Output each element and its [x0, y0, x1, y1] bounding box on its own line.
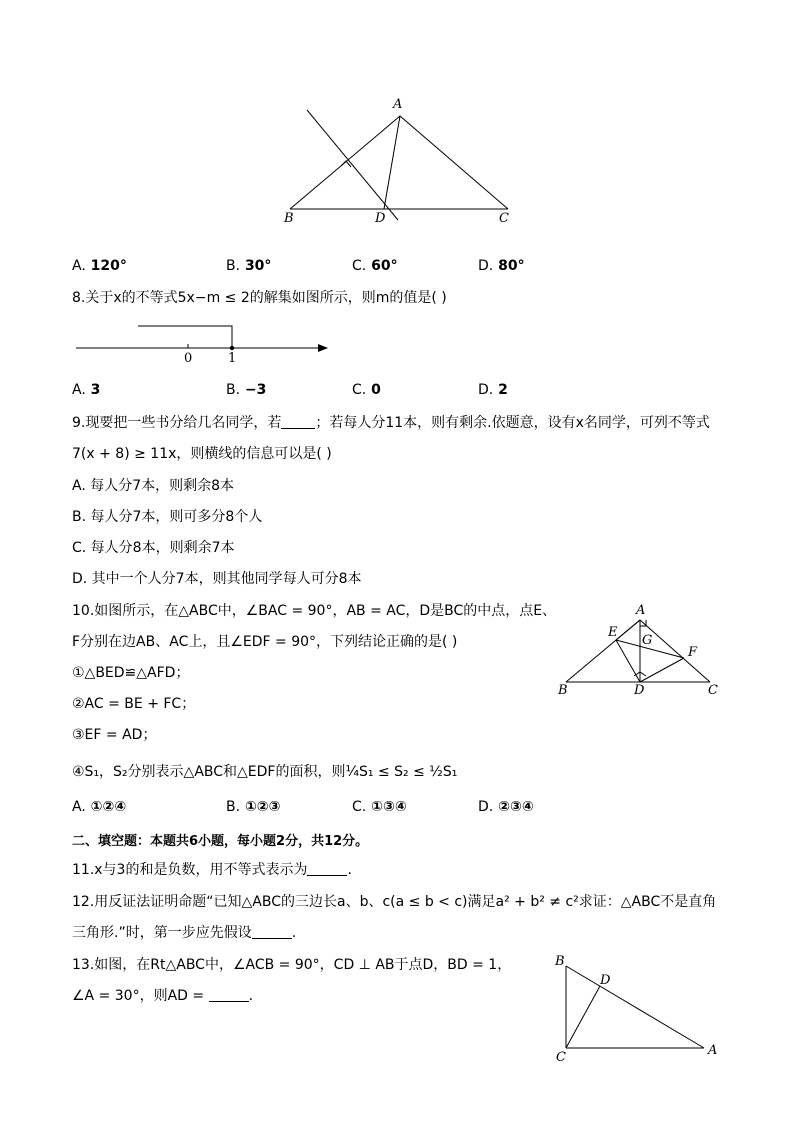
q8-number-line — [72, 320, 337, 370]
q7-option-a[interactable]: A. 120° — [72, 258, 127, 274]
q8-option-b[interactable]: B. −3 — [226, 382, 267, 398]
q8-tick-0: 0 — [184, 351, 193, 366]
q10-option-b[interactable]: B. ①②③ — [226, 799, 281, 815]
q10-statement-3: ③EF = AD； — [72, 727, 157, 743]
q8-option-c[interactable]: C. 0 — [352, 382, 381, 398]
q13-label-C: C — [556, 1050, 566, 1065]
q10-statement-2: ②AC = BE + FC； — [72, 696, 196, 712]
q7-label-A: A — [393, 97, 403, 112]
q10-line1: 10.如图所示，在△ABC中，∠BAC = 90°，AB = AC，D是BC的中点，点E、 — [72, 603, 557, 619]
q7-option-c[interactable]: C. 60° — [352, 258, 398, 274]
q11-blank[interactable] — [307, 861, 347, 876]
q9-option-a[interactable]: A. 每人分7本，则剩余8本 — [72, 478, 235, 494]
q9-option-d[interactable]: D. 其中一个人分7本，则其他同学每人可分8本 — [72, 571, 362, 587]
q7-label-D: D — [375, 211, 386, 226]
q10-label-C: C — [708, 683, 718, 698]
q10-statement-1: ①△BED≌△AFD； — [72, 665, 190, 681]
q9-blank[interactable] — [281, 414, 315, 429]
q9-line2: 7(x + 8) ≥ 11x，则横线的信息可以是( ) — [72, 446, 332, 462]
section-2-heading: 二、填空题：本题共6小题，每小题2分，共12分。 — [72, 834, 369, 849]
q10-option-a[interactable]: A. ①②④ — [72, 799, 127, 815]
q10-line2: F分别在边AB、AC上，且∠EDF = 90°，下列结论正确的是( ) — [72, 634, 458, 650]
q10-option-c[interactable]: C. ①③④ — [352, 799, 407, 815]
q8-tick-1: 1 — [228, 351, 237, 366]
q10-label-A: A — [636, 603, 646, 618]
q13-label-D: D — [600, 973, 611, 988]
q9-option-b[interactable]: B. 每人分7本，则可多分8个人 — [72, 509, 263, 525]
q7-option-b[interactable]: B. 30° — [226, 258, 272, 274]
q13-line2: ∠A = 30°，则AD = . — [72, 988, 254, 1004]
q10-label-F: F — [688, 645, 698, 660]
q8-option-d[interactable]: D. 2 — [478, 382, 508, 398]
q10-label-E: E — [608, 625, 618, 640]
q8-option-a[interactable]: A. 3 — [72, 382, 101, 398]
q12-line2: 三角形.”时，第一步应先假设 . — [72, 925, 297, 941]
q7-option-d[interactable]: D. 80° — [478, 258, 525, 274]
q9-option-c[interactable]: C. 每人分8本，则剩余7本 — [72, 540, 235, 556]
q10-label-G: G — [642, 633, 653, 648]
q12-blank[interactable] — [252, 924, 292, 939]
q10-label-B: B — [558, 683, 568, 698]
q13-figure — [548, 950, 728, 1066]
q10-statement-4: ④S₁，S₂分别表示△ABC和△EDF的面积，则¼S₁ ≤ S₂ ≤ ½S₁ — [72, 764, 458, 780]
q10-option-d[interactable]: D. ②③④ — [478, 799, 534, 815]
q13-line1: 13.如图，在Rt△ABC中，∠ACB = 90°，CD ⊥ AB于点D，BD = 1， — [72, 957, 512, 973]
q11-line: 11.x与3的和是负数，用不等式表示为 . — [72, 862, 352, 878]
q7-label-B: B — [284, 211, 294, 226]
q13-blank[interactable] — [209, 987, 249, 1002]
q9-line1: 9.现要把一些书分给几名同学，若 ；若每人分11本，则有剩余.依题意，设有x名同学，可列不等式 — [72, 415, 710, 431]
q13-label-A: A — [708, 1043, 718, 1058]
q10-figure — [552, 600, 724, 700]
q7-label-C: C — [499, 211, 509, 226]
q7-figure — [280, 92, 520, 227]
q12-line1: 12.用反证法证明命题“已知△ABC的三边长a、b、c(a ≤ b < c)满足a² + b² ≠ c²求证：△ABC不是直角 — [72, 894, 717, 910]
q8-stem: 8.关于x的不等式5x−m ≤ 2的解集如图所示，则m的值是( ) — [72, 290, 447, 306]
q13-label-B: B — [555, 954, 565, 969]
q10-label-D: D — [634, 683, 645, 698]
